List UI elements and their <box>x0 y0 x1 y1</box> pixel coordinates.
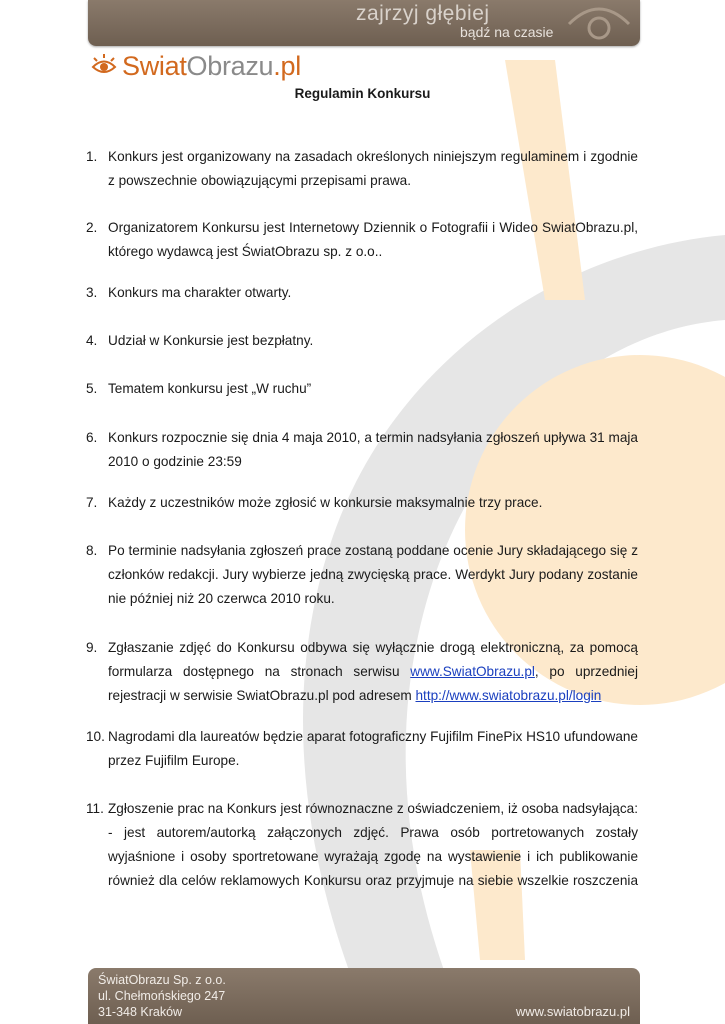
list-item: 8. Po terminie nadsyłania zgłoszeń prace zostaną poddane ocenie Jury składającego się z członków redakcji. Jury wybierze jedną zwycięską prace. Werdykt Jury podany zostanie nie później niż 20 czerwca 2010 roku. <box>86 543 638 606</box>
site-logo[interactable] <box>90 48 301 84</box>
logo-text: SwiatObrazu.pl <box>122 51 301 81</box>
footer-street: ul. Chełmońskiego 247 <box>98 989 226 1003</box>
footer-city: 31-348 Kraków <box>98 1005 183 1019</box>
document-title: Regulamin Konkursu <box>294 86 431 101</box>
list-item: 4. Udział w Konkursie jest bezpłatny. <box>86 333 314 348</box>
list-item: 5. Tematem konkursu jest „W ruchu” <box>86 381 312 396</box>
banner-tagline: bądź na czasie <box>460 24 554 40</box>
footer-website-link[interactable]: www.swiatobrazu.pl <box>515 1004 630 1019</box>
eye-icon <box>90 52 118 80</box>
list-item: 10. Nagrodami dla laureatów będzie aparat fotograficzny Fujifilm FinePix HS10 ufundowane przez Fujifilm Europe. <box>86 729 638 768</box>
login-link[interactable]: http://www.swiatobrazu.pl/login <box>415 688 602 703</box>
list-item: 11. Zgłoszenie prac na Konkurs jest równoznaczne z oświadczeniem, iż osoba nadsyłająca: - jest autorem/autorką załączonych zdjęć. Prawa osób portretowanych zostały wyjaśnione i osoby sportretowane wyrażają zgodę na wystawienie i ich publikowanie również dla celów reklamowych Konkursu oraz przyjmuje na siebie wszelkie roszczenia <box>86 801 638 888</box>
top-banner <box>88 0 640 46</box>
list-item: 1. Konkurs jest organizowany na zasadach określonych niniejszym regulaminem i zgodnie z powszechnie obowiązującymi przepisami prawa. <box>86 149 638 188</box>
site-link[interactable]: www.SwiatObrazu.pl <box>410 664 535 679</box>
list-item: 2. Organizatorem Konkursu jest Internetowy Dziennik o Fotografii i Wideo SwiatObrazu.pl, którego wydawcą jest ŚwiatObrazu sp. z o.o.. <box>86 220 638 259</box>
footer-company: ŚwiatObrazu Sp. z o.o. <box>98 973 226 987</box>
list-item: 3. Konkurs ma charakter otwarty. <box>86 285 292 300</box>
banner-slogan: zajrzyj głębiej <box>356 2 490 25</box>
eye-icon <box>564 0 634 46</box>
footer <box>88 968 640 1024</box>
list-item: 9. Zgłaszanie zdjęć do Konkursu odbywa się wyłącznie drogą elektroniczną, za pomocą formularza dostępnego na stronach serwisu www.SwiatObrazu.pl, po uprzedniej rejestracji w serwisie SwiatObrazu.pl pod adresem http://www.swiatobrazu.pl/login <box>86 640 638 703</box>
list-item: 7. Każdy z uczestników może zgłosić w konkursie maksymalnie trzy prace. <box>86 495 543 510</box>
list-item: 6. Konkurs rozpocznie się dnia 4 maja 2010, a termin nadsyłania zgłoszeń upływa 31 maja 2010 o godzinie 23:59 <box>86 430 638 469</box>
